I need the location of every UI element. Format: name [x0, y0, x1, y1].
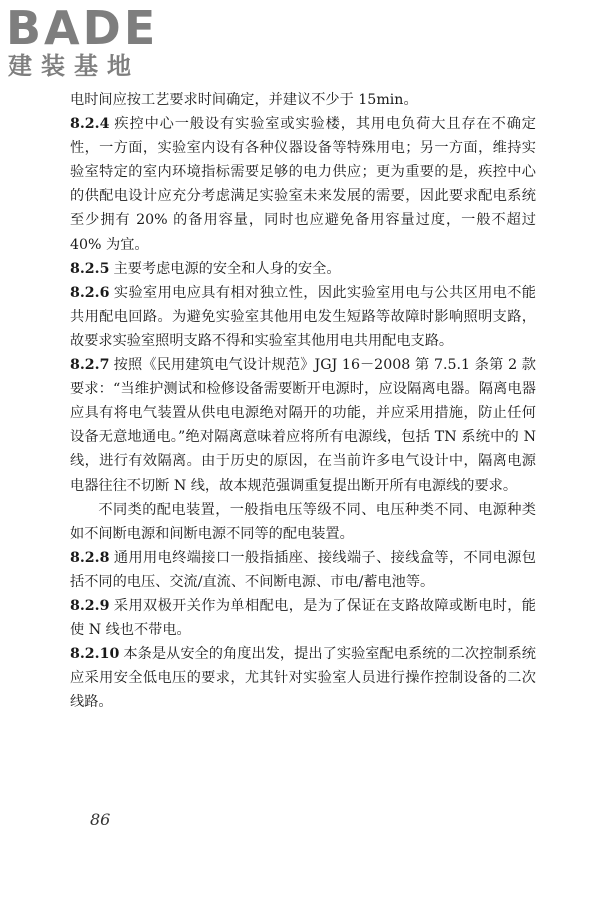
paragraph-continuation: 电时间应按工艺要求时间确定，并建议不少于 15min。 [70, 92, 418, 108]
clause-number: 8.2.5 [70, 260, 110, 277]
clause-number: 8.2.9 [70, 597, 110, 614]
clause-8-2-4 [70, 112, 536, 257]
clause-8-2-6 [70, 281, 536, 353]
clause-text: 主要考虑电源的安全和人身的安全。 [113, 260, 341, 277]
clause-8-2-9 [70, 594, 536, 642]
paragraph-indented: 不同类的配电装置，一般指电压等级不同、电压种类不同、电源种类如不间断电源和间断电源不同等的配电装置。 [70, 501, 536, 542]
logo-subtitle: 建装基地 [8, 52, 140, 80]
clause-text: 通用用电终端接口一般指插座、接线端子、接线盒等，不同电源包括不同的电压、交流/直流、不间断电源、市电/蓄电池等。 [70, 549, 536, 590]
clause-8-2-5 [70, 257, 536, 281]
clause-text: 实验室用电应具有相对独立性，因此实验室用电与公共区用电不能共用配电回路。为避免实验室其他用电发生短路等故障时影响照明支路，故要求实验室照明支路不得和实验室其他用电共用配电支路。 [70, 284, 536, 349]
clause-text: 疾控中心一般设有实验室或实验楼，其用电负荷大且存在不确定性，一方面，实验室内设有各种仪器设备等特殊用电；另一方面，维持实验室特定的室内环境指标需要足够的电力供应；更为重要的是，疾控中心的供配电设计应充分考虑满足实验室未来发展的需要，因此要求配电系统至少拥有 20% 的备用容量，同时也应避免备用容量过度，一般不超过 40% 为宜。 [70, 116, 536, 253]
logo-brand: BADE [6, 1, 159, 55]
clause-number: 8.2.4 [70, 116, 110, 133]
clause-8-2-10 [70, 642, 536, 714]
clause-8-2-8 [70, 546, 536, 594]
clause-text: 按照《民用建筑电气设计规范》JGJ 16－2008 第 7.5.1 条第 2 款要求：“当维护测试和检修设备需要断开电源时，应设隔离电器。隔离电器应具有将电气装置从供电电源绝对隔开的功能，并应采用措施，防止任何设备无意地通电。”绝对隔离意味着应将所有电源线，包括 TN 系统中的 N 线，进行有效隔离。由于历史的原因，在当前许多电气设计中，隔离电源电器往往不切断 N 线，故本规范强调重复提出断开所有电源线的要求。 [70, 357, 536, 494]
clause-number: 8.2.10 [70, 646, 120, 663]
document-body [70, 88, 536, 714]
page-number: 86 [90, 810, 111, 829]
logo [6, 1, 159, 80]
clause-number: 8.2.8 [70, 549, 110, 566]
clause-text: 采用双极开关作为单相配电，是为了保证在支路故障或断电时，能使 N 线也不带电。 [70, 597, 536, 639]
clause-text: 本条是从安全的角度出发，提出了实验室配电系统的二次控制系统应采用安全低电压的要求，尤其针对实验室人员进行操作控制设备的二次线路。 [70, 646, 536, 711]
clause-8-2-7 [70, 353, 536, 498]
clause-number: 8.2.7 [70, 357, 110, 374]
clause-number: 8.2.6 [70, 284, 110, 301]
